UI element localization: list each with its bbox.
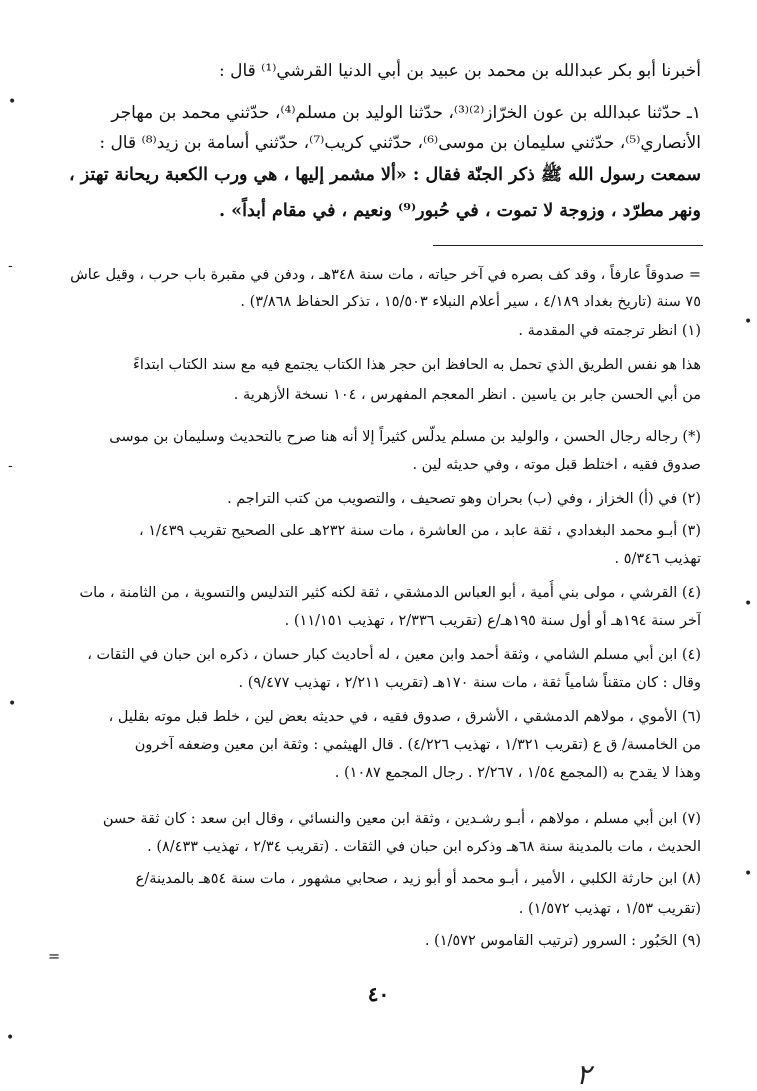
footnote-line: (١) انظر ترجمته في المقدمة . [518, 323, 701, 339]
footnote-line: هذا هو نفس الطريق الذي تحمل به الحافظ ابن حجر هذا الكتاب يجتمع فيه مع سند الكتاب ابتداءً [133, 357, 701, 373]
isnad-intro: أخبرنا أبو بكر عبدالله بن محمد بن عبيد بن أبي الدنيا القرشي⁽¹⁾ قال : [218, 61, 701, 81]
footnote-line: (٨) ابن حارثة الكلبي ، الأمير ، أبـو محمد أو أبو زيد ، صحابي مشهور ، مات سنة ٥٤هـ بالمدينة/ع [135, 871, 701, 887]
handwritten-mark: ٢ [576, 1058, 592, 1091]
margin-dash: - [8, 258, 13, 274]
margin-dot: • [744, 314, 753, 330]
footnote-line: تهذيب ٥/٣٤٦ . [614, 551, 701, 567]
footnote-line: (٢) في (أ) الخزاز ، وفي (ب) بحران وهو تصحيف ، والتصويب من كتب التراجم . [227, 491, 701, 507]
footnote-separator [433, 245, 703, 246]
footnote-line: صدوق فقيه ، اختلط قبل موته ، وفي حديثه لين . [412, 457, 701, 473]
footnote-line: (تقريب ١/٥٣ ، تهذيب ١/٥٧٢) . [518, 901, 701, 917]
footnote-line: (٤) القرشي ، مولى بني أُمية ، أبو العباس الدمشقي ، ثقة لكنه كثير التدليس والتسوية ، من الثامنة ، مات [79, 585, 701, 601]
hadith-line-2: الأنصاري⁽⁵⁾، حدّثني سليمان بن موسى⁽⁶⁾، حدّثني كريب⁽⁷⁾، حدّثني أسامة بن زيد⁽⁸⁾ قال : [99, 133, 701, 153]
footnote-line: ٧٥ سنة (تاريخ بغداد ٤/١٨٩ ، سير أعلام النبلاء ١٥/٥٠٣ ، تذكر الحفاظ ٣/٨٦٨) . [240, 294, 701, 310]
footnote-line: (٩) الحَبُور : السرور (ترتيب القاموس ١/٥٧٢) . [424, 933, 701, 949]
footnote-line: (٧) ابن أبي مسلم ، مولاهم ، أبـو رشـدين ، وثقة ابن معين والنسائي ، وقال ابن سعد : كان ثقة حسن [102, 811, 701, 827]
hadith-line-3: سمعت رسول الله ﷺ ذكر الجنّة فقال : «ألا مشمر إليها ، هي ورب الكعبة ريحانة تهتز ، [69, 165, 701, 185]
footnote-line: آخر سنة ١٩٤هـ أو أول سنة ١٩٥هـ/ع (تقريب ٢/٣٣٦ ، تهذيب ١١/١٥١) . [284, 613, 701, 629]
footnote-line: (٤) ابن أبي مسلم الشامي ، وثقة أحمد وابن معين ، له أحاديث كبار حسان ، ذكره ابن حبان في الثقات ، [87, 647, 701, 663]
footnote-line: وهذا لا يقدح به (المجمع ١/٥٤ ، ٢/٢٦٧ . رجال المجمع ١٠٨٧) . [334, 765, 701, 781]
continuation-mark: = [48, 949, 61, 965]
hadith-line-1: ١ـ حدّثنا عبدالله بن عون الخرّاز⁽²⁾⁽³⁾، حدّثنا الوليد بن مسلم⁽⁴⁾، حدّثني محمد بن مهاجر [111, 103, 701, 123]
margin-dash: - [8, 458, 13, 474]
margin-dot: • [8, 94, 17, 110]
hadith-line-4: ونهر مطرّد ، وزوجة لا تموت ، في حُبور⁽⁹⁾ ونعيم ، في مقام أبداً» . [219, 201, 701, 221]
footnote-line: (٦) الأموي ، مولاهم الدمشقي ، الأشرق ، صدوق فقيه ، في حديثه بعض لين ، خلط قبل موته بقليل ، [108, 709, 701, 725]
margin-dot: • [744, 596, 753, 612]
page-number: ٤٠ [367, 982, 390, 1006]
footnote-line: وقال : كان متقناً شامياً ثقة ، مات سنة ١٧٠هـ (تقريب ٢/٢١١ ، تهذيب ٩/٤٧٧) . [238, 675, 701, 691]
margin-dot: • [744, 866, 753, 882]
footnote-line: (*) رجاله رجال الحسن ، والوليد بن مسلم يدلّس كثيراً إلا أنه هنا صرح بالتحديث وسليمان بن موسى [109, 429, 701, 445]
footnote-line: من الخامسة/ ق ع (تقريب ١/٣٢١ ، تهذيب ٤/٢٢٦) . قال الهيثمي : وثقة ابن معين وضعفه آخرون [134, 737, 701, 753]
footnote-line: (٣) أبـو محمد البغدادي ، ثقة عابد ، من العاشرة ، مات سنة ٢٣٢هـ على الصحيح تقريب ١/٤٣٩ ، [138, 523, 701, 539]
footnote-line: = صدوقاً عارفاً ، وقد كف بصره في آخر حياته ، مات سنة ٣٤٨هـ ، ودفن في مقبرة باب حرب ، وقيل عاش [70, 267, 701, 283]
margin-dot: • [6, 1030, 15, 1046]
footnote-line: من أبي الحسن جابر بن ياسين . انظر المعجم المفهرس ، ١٠٤ نسخة الأزهرية . [233, 387, 701, 403]
footnote-line: الحديث ، مات بالمدينة سنة ٦٨هـ وذكره ابن حبان في الثقات . (تقريب ٢/٣٤ ، تهذيب ٨/٤٣٣) . [147, 839, 701, 855]
margin-dot: • [8, 696, 17, 712]
